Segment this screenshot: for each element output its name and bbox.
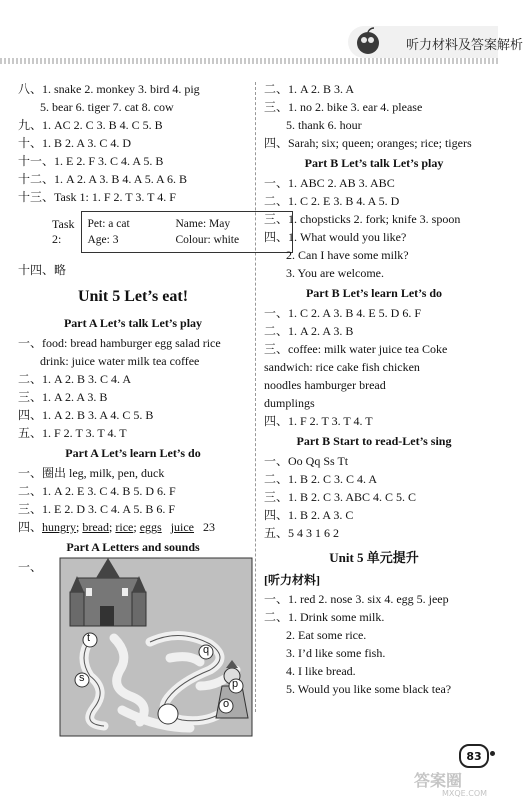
maze-letter: t (87, 632, 91, 644)
maze-letter: q (203, 644, 210, 656)
section-heading: Part A Letters and sounds (66, 540, 200, 554)
answer-line: 4. I like bread. (286, 664, 356, 678)
column-divider (255, 82, 256, 712)
task2-pet: Pet: a cat (87, 218, 130, 230)
answer-word: bread (82, 520, 110, 534)
svg-text:答案圈: 答案圈 (414, 771, 463, 790)
section-heading: Part B Let’s talk Let’s play (304, 156, 444, 170)
answer-line: 二、1. C 2. E 3. B 4. A 5. D (264, 194, 400, 208)
maze-row (18, 558, 248, 736)
answer-line: 2. Can I have some milk? (286, 248, 409, 262)
answer-line: 十四、略 (18, 263, 67, 277)
answer-word: juice (170, 520, 195, 534)
page-dot (490, 751, 495, 756)
answer-line: 四、hungry; bread; rice; eggs juice 23 (18, 520, 216, 534)
header-band (0, 58, 498, 64)
answer-line: 三、1. no 2. bike 3. ear 4. please (264, 100, 423, 114)
answer-line: 一、1. red 2. nose 3. six 4. egg 5. jeep (264, 592, 449, 606)
answer-line: 四、1. F 2. T 3. T 4. T (264, 414, 373, 428)
answer-line: 3. I’d like some fish. (286, 646, 386, 660)
answer-line: 二、1. B 2. C 3. C 4. A (264, 472, 378, 486)
task2-age: Age: 3 (87, 234, 119, 246)
answer-line: 5. bear 6. tiger 7. cat 8. cow (40, 100, 174, 114)
answer-line: 四、1. A 2. B 3. A 4. C 5. B (18, 408, 154, 422)
unit-title: Unit 5 单元提升 (329, 550, 419, 565)
answer-line: sandwich: rice cake fish chicken (264, 360, 420, 374)
answer-line: 四、1. B 2. A 3. C (264, 508, 354, 522)
answer-line: 八、1. snake 2. monkey 3. bird 4. pig (18, 82, 200, 96)
answer-line: 一、1. C 2. A 3. B 4. E 5. D 6. F (264, 306, 422, 320)
answer-line: 2. Eat some rice. (286, 628, 367, 642)
answer-line: 二、1. Drink some milk. (264, 610, 385, 624)
answer-line: 一、圈出 leg, milk, pen, duck (18, 466, 165, 480)
answer-line: 四、Sarah; six; queen; oranges; rice; tigers (264, 136, 472, 150)
answer-line: 一、 (18, 560, 43, 574)
maze-letter: s (79, 672, 85, 684)
answer-line: 五、5 4 3 1 6 2 (264, 526, 340, 540)
answer-line: 五、1. F 2. T 3. T 4. T (18, 426, 127, 440)
answer-line: 二、1. A 2. A 3. B (264, 324, 354, 338)
answer-line: 一、Oo Qq Ss Tt (264, 454, 349, 468)
section-heading: Part A Let’s learn Let’s do (65, 446, 201, 460)
unit-title: Unit 5 Let’s eat! (77, 288, 189, 305)
listening-label: [听力材料] (264, 573, 320, 587)
answer-line: dumplings (264, 396, 315, 410)
answer-line: 四、1. What would you like? (264, 230, 407, 244)
maze-letter: p (232, 678, 239, 690)
section-heading: Part B Let’s learn Let’s do (305, 286, 443, 300)
answer-line: 一、1. ABC 2. AB 3. ABC (264, 176, 395, 190)
answer-line: 二、1. A 2. B 3. C 4. A (18, 372, 132, 386)
svg-text:MXQE.COM: MXQE.COM (442, 789, 488, 798)
task2-name: Name: May (175, 218, 231, 230)
maze-letter: o (223, 698, 230, 710)
answer-line: 5. Would you like some black tea? (286, 682, 452, 696)
answer-line: 三、1. E 2. D 3. C 4. A 5. B 6. F (18, 502, 176, 516)
task2-box (81, 211, 293, 253)
answer-line: 三、1. B 2. C 3. ABC 4. C 5. C (264, 490, 417, 504)
answer-line: 一、food: bread hamburger egg salad rice (18, 336, 221, 350)
answer-number: 23 (203, 520, 216, 534)
answer-word: eggs (139, 520, 162, 534)
answer-line: 3. You are welcome. (286, 266, 384, 280)
section-heading: Part A Let’s talk Let’s play (63, 316, 203, 330)
answer-line: 十一、1. E 2. F 3. C 4. A 5. B (18, 154, 164, 168)
page-number: 83 (459, 744, 489, 768)
answer-line: 九、1. AC 2. C 3. B 4. C 5. B (18, 118, 163, 132)
task2-label: Task 2: (52, 217, 75, 246)
answer-line: noodles hamburger bread (264, 378, 386, 392)
task2-colour: Colour: white (175, 234, 240, 246)
answer-line: drink: juice water milk tea coffee (40, 354, 200, 368)
apple-icon (353, 26, 383, 56)
watermark-logo (412, 768, 496, 798)
answer-word: hungry (42, 520, 77, 534)
left-column (18, 80, 248, 736)
answer-line: 5. thank 6. hour (286, 118, 362, 132)
answer-line: 三、1. A 2. A 3. B (18, 390, 108, 404)
answer-line: 十、1. B 2. A 3. C 4. D (18, 136, 132, 150)
answer-line: 三、1. chopsticks 2. fork; knife 3. spoon (264, 212, 461, 226)
answer-line: 三、coffee: milk water juice tea Coke (264, 342, 448, 356)
header-title: 听力材料及答案解析 (406, 38, 523, 53)
answer-line: 十三、Task 1: 1. F 2. T 3. T 4. F (18, 190, 176, 204)
task2-row (52, 212, 248, 252)
right-column (264, 80, 484, 698)
answer-line: 二、1. A 2. E 3. C 4. B 5. D 6. F (18, 484, 176, 498)
answer-word: rice (115, 520, 134, 534)
maze-picture (60, 558, 252, 736)
answer-line: 十二、1. A 2. A 3. B 4. A 5. A 6. B (18, 172, 188, 186)
section-heading: Part B Start to read-Let’s sing (296, 434, 452, 448)
answer-line: 二、1. A 2. B 3. A (264, 82, 355, 96)
page-header (0, 0, 523, 68)
